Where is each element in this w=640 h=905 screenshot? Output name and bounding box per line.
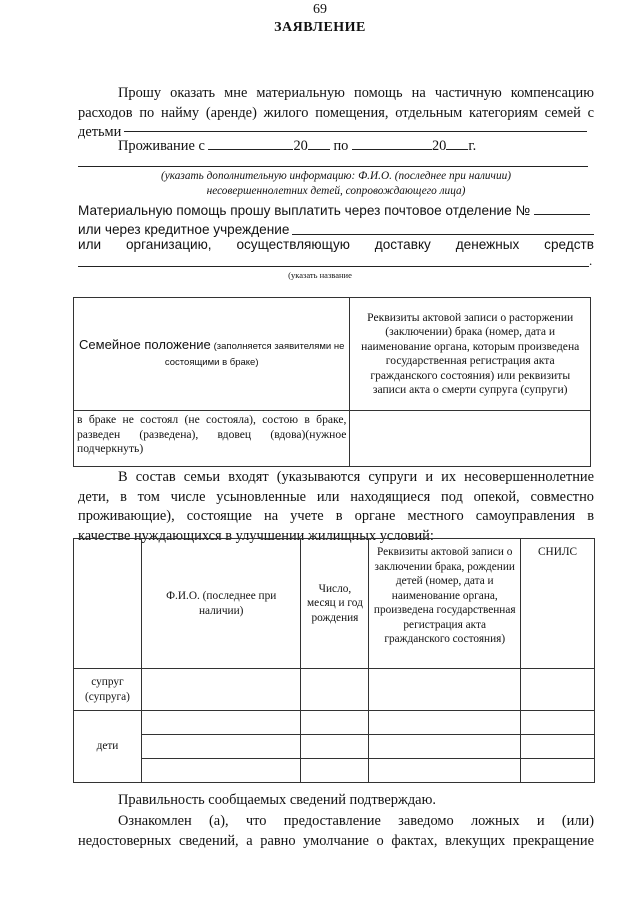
child-3-record-cell[interactable] [369,759,521,783]
child-2-record-cell[interactable] [369,735,521,759]
header-dob: Число, месяц и год рождения [301,539,369,669]
document-title: ЗАЯВЛЕНИЕ [274,20,366,35]
child-2-dob-cell[interactable] [301,735,369,759]
spouse-dob-cell[interactable] [301,669,369,711]
marital-record-cell[interactable] [350,411,591,467]
payment-line-1 [78,201,590,221]
child-1-fio-cell[interactable] [141,711,301,735]
additional-info-note [78,169,594,198]
table-row [74,411,591,467]
residence-suffix: г. [468,138,477,154]
table-row [74,669,595,711]
additional-info-note-line-2: несовершеннолетних детей, сопровождающего лица) [206,184,466,197]
table-row [74,735,595,759]
residence-year-1: 20 [293,138,308,154]
header-snils: СНИЛС [521,539,595,669]
post-office-number-field[interactable] [534,202,590,215]
organization-name-note: (указать название [288,270,352,280]
payment-word-2: организацию, [125,237,212,252]
payment-post-office-label: Материальную помощь прошу выплатить через почтовое отделение № [78,203,531,218]
request-paragraph [78,84,594,143]
residence-year-2: 20 [431,138,447,154]
child-2-snils-cell[interactable] [521,735,595,759]
row-children-label: дети [74,711,142,783]
payment-word-5: денежных [455,237,520,252]
child-1-snils-cell[interactable] [521,711,595,735]
marital-header-main: Семейное положение [79,337,211,352]
residence-from-field[interactable] [208,136,293,150]
table-row [74,711,595,735]
request-line-2: расходов по найму (аренде) жилого помещения, отдельным категориям семей с [78,104,594,121]
page-number: 69 [313,2,327,17]
residence-from-year-field[interactable] [308,136,330,150]
table-row [74,759,595,783]
child-3-dob-cell[interactable] [301,759,369,783]
payment-word-3: осуществляющую [236,237,350,252]
family-line-1: В состав семьи входят (указываются супруги и их несовершеннолетние [118,469,594,485]
residence-prefix: Проживание с [118,138,205,154]
row-spouse-label: супруг (супруга) [74,669,142,711]
ack-line-1: Ознакомлен (а), что предоставление заведомо ложных и (или) [118,813,594,829]
request-line-3-prefix: детьми [78,124,122,140]
residence-to: по [333,138,349,154]
spouse-record-cell[interactable] [369,669,521,711]
request-line-1: Прошу оказать мне материальную помощь на частичную компенсацию [118,85,594,101]
payment-word-4: доставку [374,237,431,252]
family-line-3: проживающие), состоящие на учете в органе местного самоуправления в [78,508,594,524]
header-empty-cell [74,539,142,669]
organization-name-field[interactable] [78,266,589,267]
additional-info-line[interactable] [78,166,588,167]
marital-header-left [74,298,350,411]
payment-credit-label: или через кредитное учреждение [78,222,290,237]
confirm-text: Правильность сообщаемых сведений подтверждаю. [118,792,436,808]
payment-line-3 [78,237,594,252]
residence-to-field[interactable] [352,136,432,150]
header-fio: Ф.И.О. (последнее при наличии) [141,539,301,669]
child-2-fio-cell[interactable] [141,735,301,759]
child-1-record-cell[interactable] [369,711,521,735]
family-line-4: качестве нуждающихся в улучшении жилищных условий: [78,527,434,544]
credit-institution-field[interactable] [292,234,594,235]
additional-info-note-line-1: (указать дополнительную информацию: Ф.И.О. (последнее при наличии) [160,170,512,182]
child-3-snils-cell[interactable] [521,759,595,783]
marital-header-right: Реквизиты актовой записи о расторжении (заключении) брака (номер, дата и наименование органа, которым произведена государственная регистрация акта гражданского состояния) или реквизиты записи акта о смерти супруга (супруги) [350,298,591,411]
family-members-table [73,538,595,783]
marital-status-options[interactable]: в браке не состоял (не состояла), состою в браке, разведен (разведена), вдовец (вдова)(нужное подчеркнуть) [74,411,350,467]
spouse-snils-cell[interactable] [521,669,595,711]
child-1-dob-cell[interactable] [301,711,369,735]
header-record: Реквизиты актовой записи о заключении брака, рождении детей (номер, дата и наименование органа, произведена государственная регистрация акта гражданского состояния) [369,539,521,669]
family-line-2: дети, в том числе усыновленные или находящиеся под опекой, совместно [78,488,594,505]
child-3-fio-cell[interactable] [141,759,301,783]
ack-line-2: недостоверных сведений, а равно умолчание о фактах, влекущих прекращение [78,832,594,849]
payment-word-6: средств [544,237,594,252]
payment-period: . [589,253,593,268]
residence-to-year-field[interactable] [446,136,468,150]
payment-word-1: или [78,237,102,252]
spouse-fio-cell[interactable] [141,669,301,711]
marital-header-note: (заполняется заявителями не состоящими в браке) [164,341,345,368]
residence-line [118,136,476,156]
family-paragraph [78,468,594,546]
table-row [74,539,595,669]
children-input-line[interactable] [124,131,587,132]
table-row [74,298,591,411]
acknowledgement-paragraph [78,812,594,851]
marital-status-table [73,297,591,467]
